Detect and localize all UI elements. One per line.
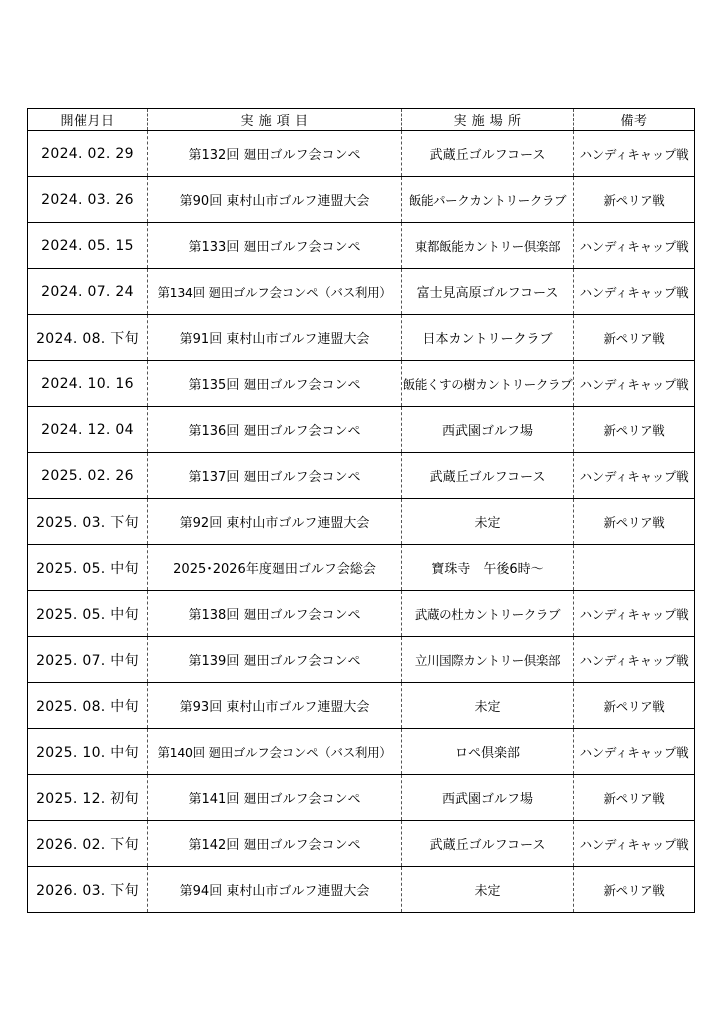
cell-date: 2024. 07. 24: [28, 269, 148, 315]
cell-date: 2025. 05. 中旬: [28, 545, 148, 591]
cell-event: 第134回 廻田ゴルフ会コンペ（バス利用）: [148, 269, 402, 315]
cell-date: 2025. 08. 中旬: [28, 683, 148, 729]
cell-notes: ハンディキャップ戦: [574, 361, 695, 407]
header-row: [28, 109, 695, 131]
cell-venue: 富士見高原ゴルフコース: [402, 269, 574, 315]
cell-venue: 寶珠寺 午後6時～: [402, 545, 574, 591]
cell-venue: 武蔵丘ゴルフコース: [402, 821, 574, 867]
cell-notes: 新ペリア戦: [574, 775, 695, 821]
header-venue: 実 施 場 所: [402, 109, 574, 131]
cell-notes: 新ペリア戦: [574, 315, 695, 361]
cell-venue: 未定: [402, 867, 574, 913]
cell-event: 第137回 廻田ゴルフ会コンペ: [148, 453, 402, 499]
cell-event: 第92回 東村山市ゴルフ連盟大会: [148, 499, 402, 545]
cell-notes: ハンディキャップ戦: [574, 637, 695, 683]
table-header: [28, 109, 695, 131]
table-body: [28, 131, 695, 913]
cell-event: 第135回 廻田ゴルフ会コンペ: [148, 361, 402, 407]
cell-event: 第141回 廻田ゴルフ会コンペ: [148, 775, 402, 821]
cell-date: 2024. 08. 下旬: [28, 315, 148, 361]
table-row: [28, 453, 695, 499]
table-row: [28, 637, 695, 683]
cell-date: 2025. 02. 26: [28, 453, 148, 499]
cell-venue: 西武園ゴルフ場: [402, 407, 574, 453]
cell-event: 第90回 東村山市ゴルフ連盟大会: [148, 177, 402, 223]
schedule-table: [27, 108, 695, 913]
cell-event: 第94回 東村山市ゴルフ連盟大会: [148, 867, 402, 913]
cell-date: 2025. 05. 中旬: [28, 591, 148, 637]
cell-notes: ハンディキャップ戦: [574, 821, 695, 867]
cell-notes: [574, 545, 695, 591]
table-row: [28, 361, 695, 407]
cell-venue: 武蔵の杜カントリークラブ: [402, 591, 574, 637]
table-row: [28, 867, 695, 913]
table-row: [28, 499, 695, 545]
cell-notes: 新ペリア戦: [574, 407, 695, 453]
cell-date: 2024. 03. 26: [28, 177, 148, 223]
cell-date: 2026. 03. 下旬: [28, 867, 148, 913]
cell-notes: 新ペリア戦: [574, 177, 695, 223]
cell-venue: 日本カントリークラブ: [402, 315, 574, 361]
table-row: [28, 131, 695, 177]
table-row: [28, 821, 695, 867]
cell-venue: ロペ倶楽部: [402, 729, 574, 775]
cell-date: 2026. 02. 下旬: [28, 821, 148, 867]
cell-date: 2024. 10. 16: [28, 361, 148, 407]
cell-notes: ハンディキャップ戦: [574, 269, 695, 315]
cell-notes: 新ペリア戦: [574, 867, 695, 913]
table-row: [28, 683, 695, 729]
cell-event: 第142回 廻田ゴルフ会コンペ: [148, 821, 402, 867]
header-notes: 備考: [574, 109, 695, 131]
cell-event: 2025･2026年度廻田ゴルフ会総会: [148, 545, 402, 591]
table-row: [28, 775, 695, 821]
header-date: 開催月日: [28, 109, 148, 131]
cell-event: 第91回 東村山市ゴルフ連盟大会: [148, 315, 402, 361]
cell-notes: ハンディキャップ戦: [574, 131, 695, 177]
table-row: [28, 177, 695, 223]
cell-notes: ハンディキャップ戦: [574, 453, 695, 499]
table-row: [28, 729, 695, 775]
table-row: [28, 407, 695, 453]
table-row: [28, 223, 695, 269]
header-event: 実 施 項 目: [148, 109, 402, 131]
cell-venue: 飯能くすの樹カントリークラブ: [402, 361, 574, 407]
cell-notes: ハンディキャップ戦: [574, 591, 695, 637]
cell-venue: 武蔵丘ゴルフコース: [402, 453, 574, 499]
table-row: [28, 315, 695, 361]
table-row: [28, 545, 695, 591]
cell-venue: 立川国際カントリー倶楽部: [402, 637, 574, 683]
cell-date: 2024. 02. 29: [28, 131, 148, 177]
cell-date: 2024. 12. 04: [28, 407, 148, 453]
cell-date: 2025. 12. 初旬: [28, 775, 148, 821]
cell-venue: 西武園ゴルフ場: [402, 775, 574, 821]
cell-event: 第132回 廻田ゴルフ会コンペ: [148, 131, 402, 177]
cell-venue: 飯能パークカントリークラブ: [402, 177, 574, 223]
cell-date: 2025. 03. 下旬: [28, 499, 148, 545]
cell-event: 第136回 廻田ゴルフ会コンペ: [148, 407, 402, 453]
table-row: [28, 269, 695, 315]
cell-event: 第133回 廻田ゴルフ会コンペ: [148, 223, 402, 269]
cell-event: 第138回 廻田ゴルフ会コンペ: [148, 591, 402, 637]
cell-notes: 新ペリア戦: [574, 683, 695, 729]
cell-event: 第140回 廻田ゴルフ会コンペ（バス利用）: [148, 729, 402, 775]
cell-notes: ハンディキャップ戦: [574, 223, 695, 269]
cell-notes: ハンディキャップ戦: [574, 729, 695, 775]
table-row: [28, 591, 695, 637]
cell-event: 第93回 東村山市ゴルフ連盟大会: [148, 683, 402, 729]
cell-date: 2025. 10. 中旬: [28, 729, 148, 775]
cell-notes: 新ペリア戦: [574, 499, 695, 545]
cell-venue: 東都飯能カントリー倶楽部: [402, 223, 574, 269]
cell-event: 第139回 廻田ゴルフ会コンペ: [148, 637, 402, 683]
cell-venue: 未定: [402, 683, 574, 729]
cell-venue: 武蔵丘ゴルフコース: [402, 131, 574, 177]
cell-date: 2025. 07. 中旬: [28, 637, 148, 683]
cell-venue: 未定: [402, 499, 574, 545]
cell-date: 2024. 05. 15: [28, 223, 148, 269]
